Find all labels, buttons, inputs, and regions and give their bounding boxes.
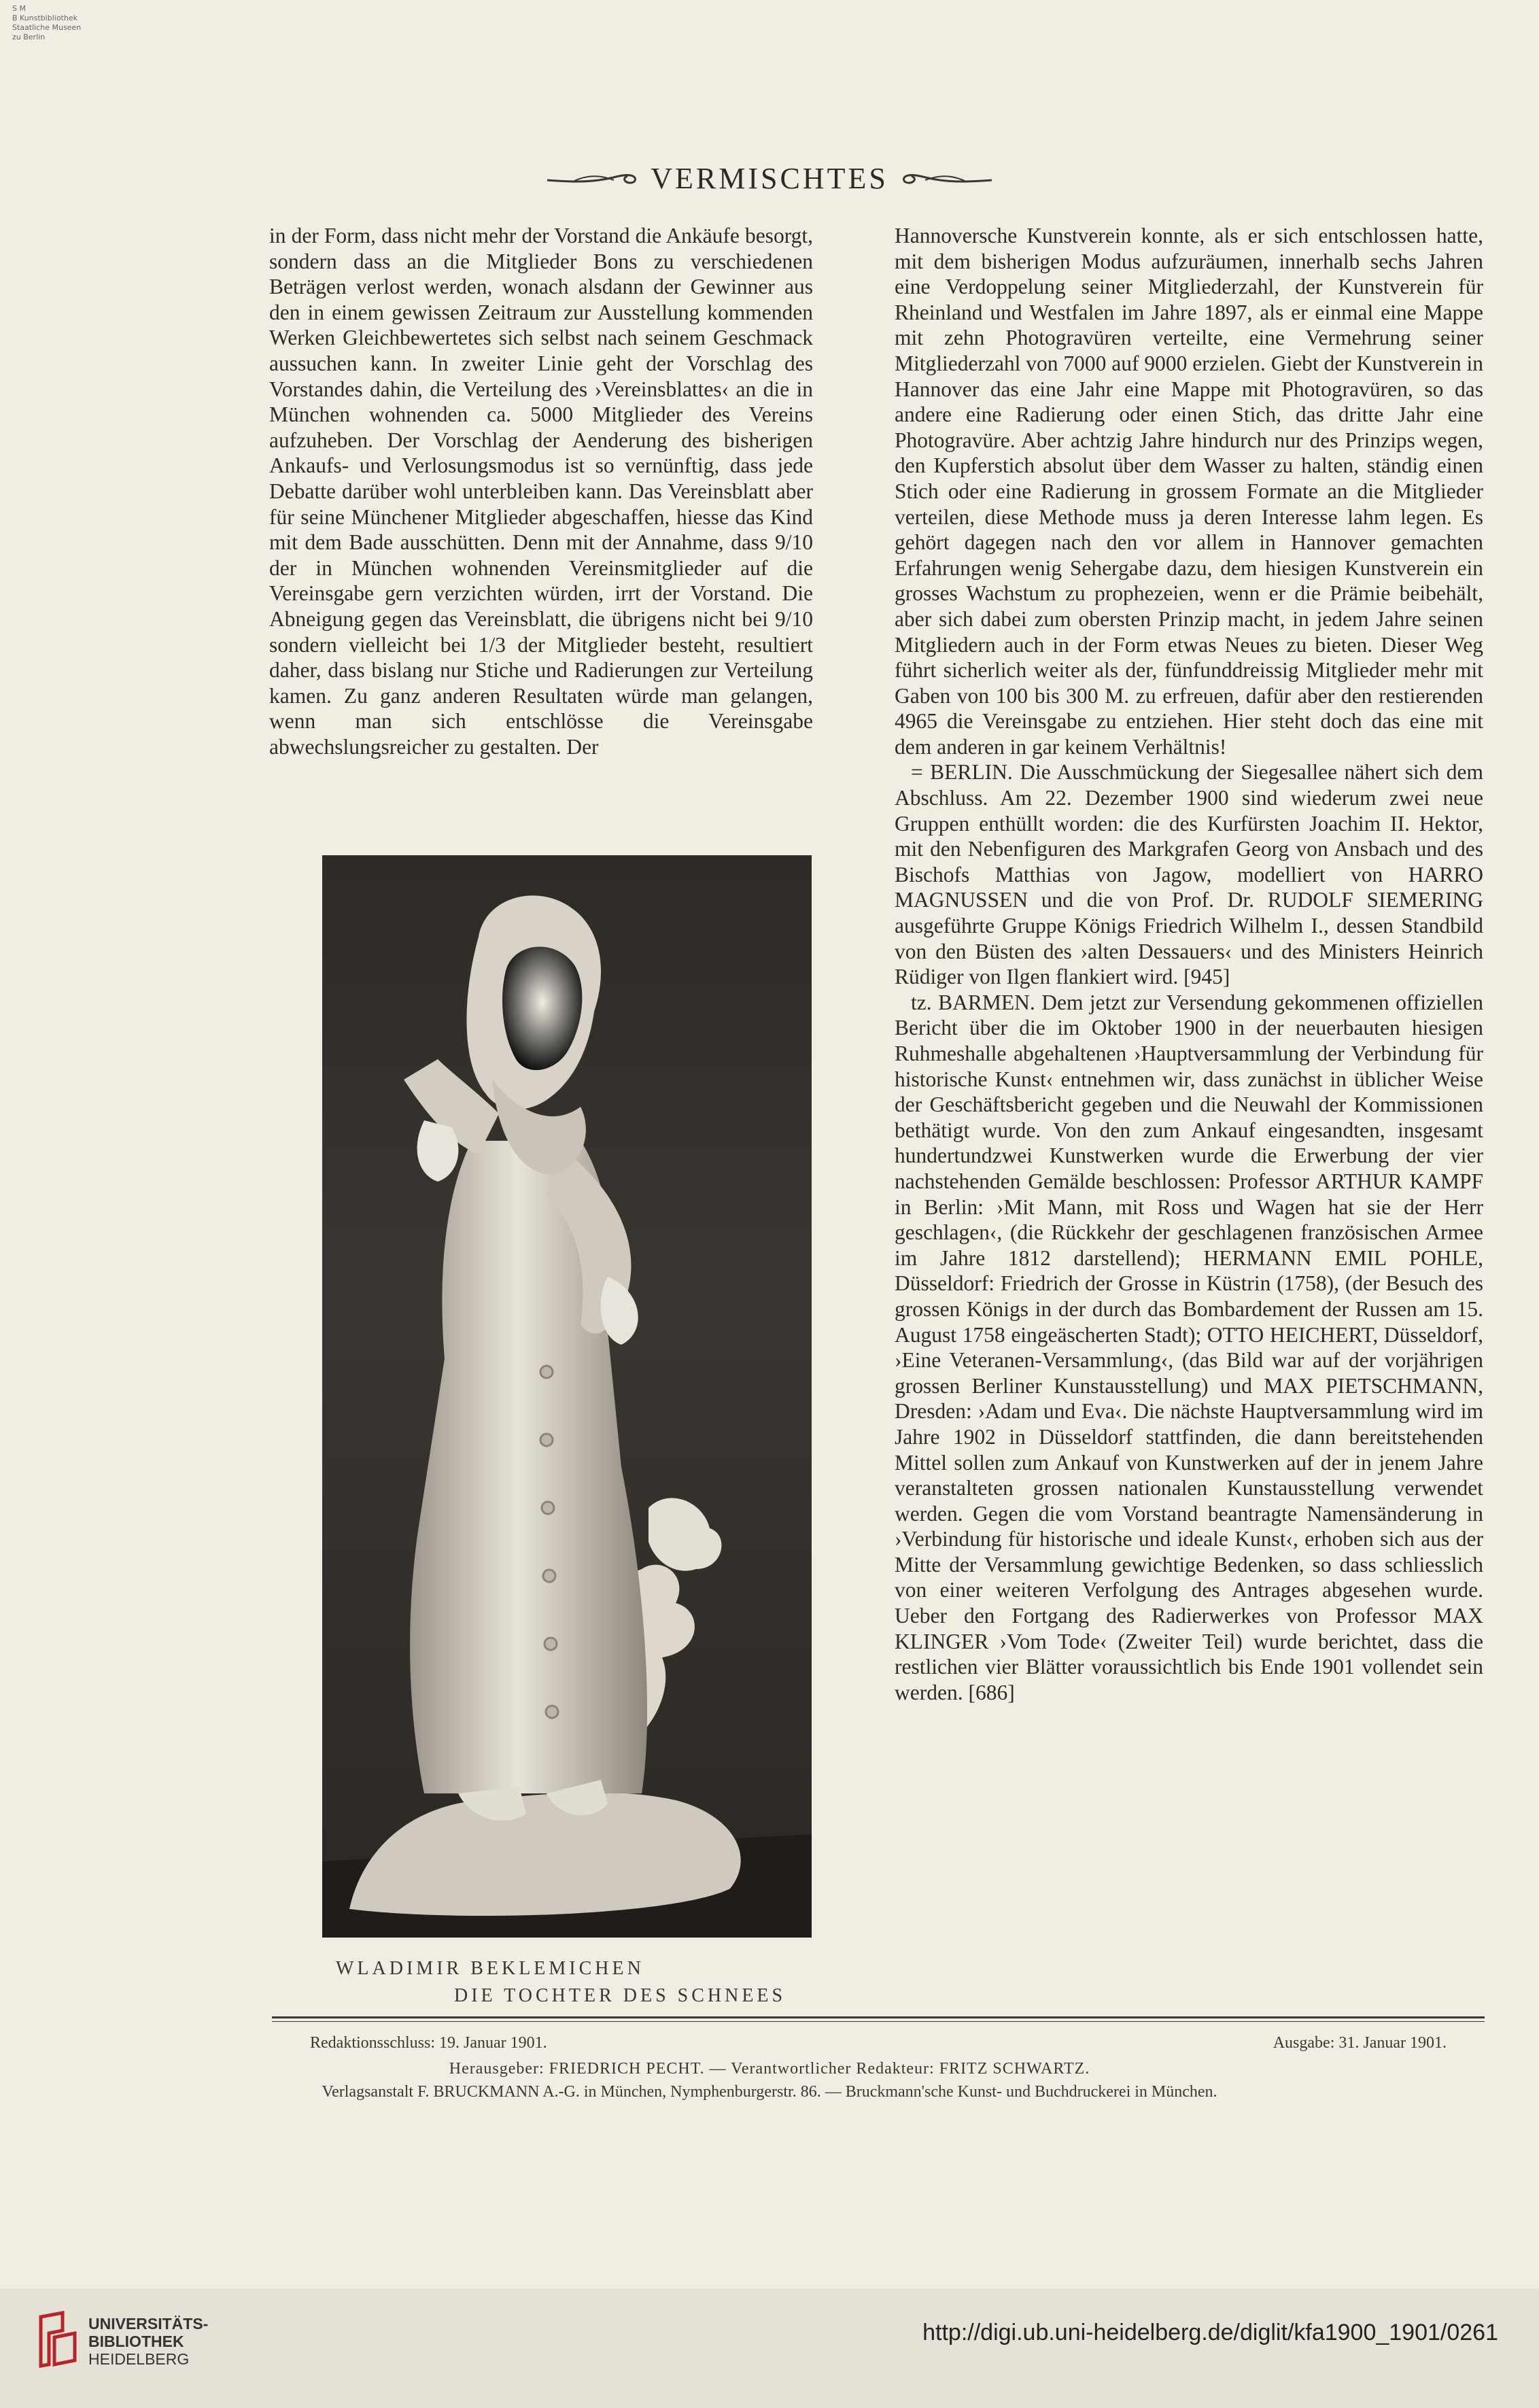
caption-artist: WLADIMIR BEKLEMICHEN (336, 1958, 644, 1979)
press-line: Verlagsanstalt F. BRUCKMANN A.-G. in München, Nymphenburgerstr. 86. — Bruckmann'sche Kunst- und Buchdruckerei in München. (322, 2083, 1217, 2101)
paragraph: Hannoversche Kunstverein konnte, als er sich entschlossen hatte, mit dem bisherigen Modus aufzuräumen, innerhalb sechs Jahren eine Verdoppelung seiner Mitgliederzahl, der Kunstverein für Rheinland und Westfalen im Jahre 1897, als er einmal eine Mappe mit zehn Photogravüren verteilte, eine Vermehrung seiner Mitgliederzahl von 7000 auf 9000 erzielen. Giebt der Kunstverein in Hannover das eine Jahr eine Mappe mit Photogravüren, so das andere eine Radierung oder einen Stich, das dritte Jahr eine Photogravüre. Aber achtzig Jahre hindurch nur des Prinzips wegen, den Kupferstich absolut über dem Wasser zu halten, ständig einen Stich oder eine Radierung in grossem Formate an die Mitglieder verteilen, diese Methode muss ja deren Interesse lahm legen. Es gehört dagegen nach den vor allem in Hannover gemachten Erfahrungen wenig Sehergabe dazu, dem hiesigen Kunstverein ein grosses Wachstum zu prophezeien, wenn er die Prämie beibehält, aber sich dabei zum obersten Prinzip macht, in jedem Jahre seinen Mitgliedern auch in der Form etwas Neues zu bieten. Dieser Weg führt sicherlich weiter als der, fünfunddreissig Mitglieder mehr mit Gaben von 100 bis 300 M. zu erfreuen, dafür aber den restierenden 4965 die Vereinsgabe zu entziehen. Hier steht doch das eine mit dem anderen in gar keinem Verhältnis! (895, 224, 1483, 759)
section-title: VERMISCHTES (651, 161, 888, 195)
stamp-line: zu Berlin (12, 33, 46, 41)
caption-title: DIE TOCHTER DES SCHNEES (454, 1985, 786, 2006)
stamp-line: B Kunstbibliothek (12, 14, 77, 22)
publisher-line: Herausgeber: FRIEDRICH PECHT. — Verantwortlicher Redakteur: FRITZ SCHWARTZ. (449, 2060, 1090, 2078)
right-column (895, 223, 1483, 1705)
library-name-line: UNIVERSITÄTS- (88, 2315, 209, 2333)
paragraph: in der Form, dass nicht mehr der Vorstand die Ankäufe besorgt, sondern dass an die Mitglieder Bons zu verschiedenen Beträgen verlost werden, wonach alsdann der Gewinner aus den in einem gewissen Zeitraum zur Ausstellung kommenden Werken Gleichbewertetes sich selbst nach seinem Geschmack aussuchen kann. In zweiter Linie geht der Vorschlag des Vorstandes dahin, die Verteilung des ›Vereinsblattes‹ an die in München wohnenden ca. 5000 Mitglieder des Vereins aufzuheben. Der Vorschlag der Aenderung des bisherigen Ankaufs- und Verlosungsmodus ist so vernünftig, dass jede Debatte darüber wohl unterbleiben kann. Das Vereinsblatt aber für seine Münchener Mitglieder abgeschaffen, hiesse das Kind mit dem Bade ausschütten. Denn mit der Annahme, dass 9/10 der in München wohnenden Vereinsmitglieder auf die Vereinsgabe gern verzichten würden, irrt der Vorstand. Die Abneigung gegen das Vereinsblatt, die übrigens nicht bei 9/10 sondern vielleicht bei 1/3 der Mitglieder besteht, resultiert daher, dass bislang nur Stiche und Radierungen zur Verteilung kamen. Zu ganz anderen Resultaten würde man gelangen, wenn man sich entschlösse die Vereinsgabe abwechslungsreicher zu gestalten. Der (269, 224, 813, 759)
sculpture-photograph (322, 855, 812, 1938)
sculpture-figure-image (322, 855, 812, 1938)
library-name-line: BIBLIOTHEK (88, 2333, 184, 2350)
left-column (269, 223, 813, 759)
source-url[interactable]: http://digi.ub.uni-heidelberg.de/diglit/kfa1900_1901/0261 (922, 2320, 1498, 2345)
left-flourish-icon (546, 168, 641, 188)
library-logo-icon (35, 2310, 80, 2369)
footer-rule-top (272, 2016, 1485, 2018)
section-header (0, 158, 1539, 199)
library-name (88, 2315, 208, 2368)
digitization-footer (0, 2288, 1539, 2408)
redaction-deadline: Redaktionsschluss: 19. Januar 1901. (310, 2034, 547, 2052)
paragraph-barmen: tz. BARMEN. Dem jetzt zur Versendung gekommenen offiziellen Bericht über die im Oktober 1900 in der neuerbauten hiesigen Ruhmeshalle abgehaltenen ›Hauptversammlung der Verbindung für historische Kunst‹ entnehmen wir, dass zunächst in üblicher Weise der Geschäftsbericht gegeben und die Neuwahl der Kommissionen bethätigt wurde. Von den zum Ankauf eingesandten, insgesamt hundertundzwei Kunstwerken wurde die Erwerbung der vier nachstehenden Gemälde beschlossen: Professor ARTHUR KAMPF in Berlin: ›Mit Mann, mit Ross und Wagen hat sie der Herr geschlagen‹, (die Rückkehr der geschlagenen französischen Armee im Jahre 1812 darstellend); HERMANN EMIL POHLE, Düsseldorf: Friedrich der Grosse in Küstrin (1758), (der Besuch des grossen Königs in der durch das Bombardement der Russen am 15. August 1758 eingeäscherten Stadt); OTTO HEICHERT, Düsseldorf, ›Eine Veteranen-Versammlung‹, (das Bild war auf der vorjährigen grossen Berliner Kunstausstellung) und MAX PIETSCHMANN, Dresden: ›Adam und Eva‹. Die nächste Hauptversammlung wird im Jahre 1902 in Düsseldorf stattfinden, die dann bereitstehenden Mittel sollen zum Ankauf von Kunstwerken auf der in jenem Jahre veranstalteten grossen nationalen Kunstausstellung verwendet werden. Gegen die vom Vorstand beantragte Namensänderung in ›Verbindung für historische und ideale Kunst‹, erhoben sich aus der Mitte der Versammlung gewichtige Bedenken, so dass schliesslich von einer weiteren Verfolgung des Antrages abgesehen wurde. Ueber den Fortgang des Radierwerkes von Professor MAX KLINGER ›Vom Tode‹ (Zweiter Teil) wurde berichtet, dass die restlichen vier Blätter voraussichtlich bis Ende 1901 vollendet sein werden. [686] (895, 990, 1483, 1704)
stamp-line: Staatliche Museen (12, 23, 82, 32)
library-stamp (12, 4, 81, 42)
library-name-line: HEIDELBERG (88, 2350, 190, 2368)
stamp-line: S M (12, 4, 26, 13)
footer-rule-bottom (272, 2021, 1485, 2022)
right-flourish-icon (898, 168, 993, 188)
paragraph-berlin: = BERLIN. Die Ausschmückung der Siegesallee nähert sich dem Abschluss. Am 22. Dezember 1900 sind wiederum zwei neue Gruppen enthüllt worden: die des Kurfürsten Joachim II. Hektor, mit den Nebenfiguren des Markgrafen Georg von Ansbach und des Bischofs Matthias von Jagow, modelliert von HARRO MAGNUSSEN und die von Prof. Dr. RUDOLF SIEMERING ausgeführte Gruppe Königs Friedrich Wilhelm I., dessen Standbild von den Büsten des ›alten Dessauers‹ und des Ministers Heinrich Rüdiger von Ilgen flankiert wird. [945] (895, 760, 1483, 989)
issue-date: Ausgabe: 31. Januar 1901. (1273, 2034, 1447, 2052)
